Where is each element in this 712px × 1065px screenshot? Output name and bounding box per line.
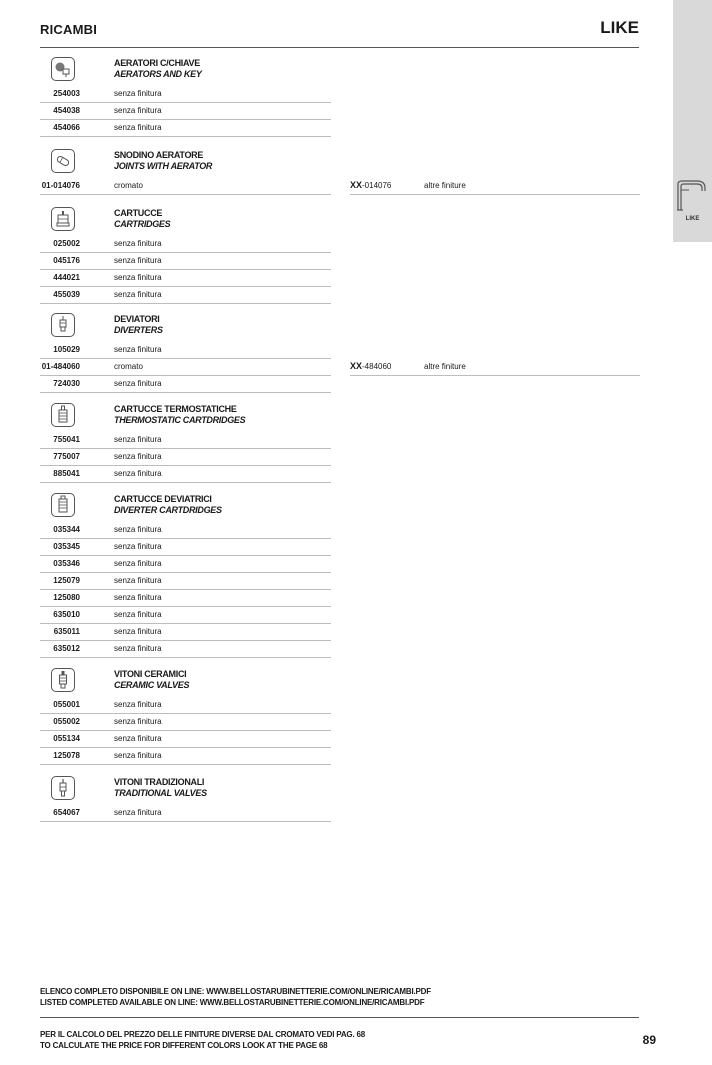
- part-row: [0, 270, 712, 287]
- part-finish: senza finitura: [114, 734, 162, 743]
- part-finish: senza finitura: [114, 542, 162, 551]
- part-finish: senza finitura: [114, 379, 162, 388]
- section-title-en: TRADITIONAL VALVES: [114, 788, 207, 798]
- thermostatic-cartridge-icon: [51, 403, 75, 427]
- section-title-en: CARTRIDGES: [114, 219, 171, 229]
- row-divider: [40, 392, 331, 393]
- part-code: 125078: [53, 751, 80, 760]
- part-finish: senza finitura: [114, 469, 162, 478]
- row-divider: [40, 303, 331, 304]
- part-code: 035346: [53, 559, 80, 568]
- ceramic-valve-icon: [51, 668, 75, 692]
- part-finish: senza finitura: [114, 717, 162, 726]
- row-divider: [40, 764, 331, 765]
- part-row: [0, 287, 712, 304]
- aerator-key-icon: [51, 57, 75, 81]
- part-finish: cromato: [114, 362, 143, 371]
- section-title-en: AERATORS AND KEY: [114, 69, 202, 79]
- part-row: [0, 178, 712, 195]
- part-finish: senza finitura: [114, 751, 162, 760]
- header-divider: [40, 47, 639, 48]
- part-finish: senza finitura: [114, 345, 162, 354]
- part-row: [0, 590, 712, 607]
- section-title-it: CARTUCCE: [114, 208, 163, 218]
- part-code: 724030: [53, 379, 80, 388]
- section-title-it: CARTUCCE DEVIATRICI: [114, 494, 212, 504]
- part-finish: senza finitura: [114, 273, 162, 282]
- side-tab-label: LIKE: [685, 216, 700, 222]
- page-title: RICAMBI: [40, 22, 98, 37]
- part-finish: senza finitura: [114, 435, 162, 444]
- alt-code-number: -014076: [362, 181, 392, 190]
- part-row: [0, 432, 712, 449]
- part-code: 01-484060: [41, 362, 80, 371]
- footer-divider: [40, 1017, 639, 1018]
- price-note-it: PER IL CALCOLO DEL PREZZO DELLE FINITURE DIVERSE DAL CROMATO VEDI PAG. 68: [40, 1030, 365, 1039]
- part-finish: senza finitura: [114, 644, 162, 653]
- part-finish: senza finitura: [114, 593, 162, 602]
- part-finish: senza finitura: [114, 106, 162, 115]
- part-row: [0, 103, 712, 120]
- part-row: [0, 573, 712, 590]
- section-title-it: VITONI CERAMICI: [114, 669, 187, 679]
- part-finish: senza finitura: [114, 808, 162, 817]
- part-row: [0, 731, 712, 748]
- section-title-en: DIVERTERS: [114, 325, 163, 335]
- online-list-note: [40, 986, 431, 1008]
- part-finish: senza finitura: [114, 576, 162, 585]
- part-row: [0, 748, 712, 765]
- row-divider: [40, 136, 331, 137]
- part-code: 105029: [53, 345, 80, 354]
- section-title-it: AERATORI C/CHIAVE: [114, 58, 200, 68]
- alt-code-prefix: XX: [350, 180, 363, 190]
- part-code: 055134: [53, 734, 80, 743]
- part-code: 455039: [53, 290, 80, 299]
- online-list-note-en: LISTED COMPLETED AVAILABLE ON LINE: WWW.BELLOSTARUBINETTERIE.COM/ONLINE/RICAMBI.PDF: [40, 998, 425, 1007]
- section-title-en: CERAMIC VALVES: [114, 680, 190, 690]
- part-code: 454066: [53, 123, 80, 132]
- part-row: [0, 539, 712, 556]
- part-code: 885041: [53, 469, 80, 478]
- part-row: [0, 522, 712, 539]
- part-finish: senza finitura: [114, 290, 162, 299]
- part-code: 755041: [53, 435, 80, 444]
- part-row: [0, 359, 712, 376]
- section-title-it: VITONI TRADIZIONALI: [114, 777, 205, 787]
- part-code: 055002: [53, 717, 80, 726]
- part-code: 454038: [53, 106, 80, 115]
- part-code: 035345: [53, 542, 80, 551]
- part-code: 654067: [53, 808, 80, 817]
- part-code: 635011: [53, 627, 80, 636]
- part-row: [0, 236, 712, 253]
- part-finish: senza finitura: [114, 239, 162, 248]
- section-title-it: CARTUCCE TERMOSTATICHE: [114, 404, 237, 414]
- part-code: 125080: [53, 593, 80, 602]
- section-title-it: DEVIATORI: [114, 314, 160, 324]
- part-code: 025002: [53, 239, 80, 248]
- part-code: 01-014076: [41, 181, 80, 190]
- part-row: [0, 697, 712, 714]
- part-code: 045176: [53, 256, 80, 265]
- part-row: [0, 624, 712, 641]
- part-code: 035344: [53, 525, 80, 534]
- section-title-en: THERMOSTATIC CARTDRIDGES: [114, 415, 246, 425]
- section-title-en: DIVERTER CARTDRIDGES: [114, 505, 222, 515]
- part-row: [0, 466, 712, 483]
- part-row: [0, 556, 712, 573]
- part-row: [0, 449, 712, 466]
- row-divider: [40, 821, 331, 822]
- part-code: 635012: [53, 644, 80, 653]
- part-row: [0, 120, 712, 137]
- alt-part-finish: altre finiture: [424, 362, 466, 371]
- part-finish: senza finitura: [114, 256, 162, 265]
- alt-code-number: -484060: [362, 362, 392, 371]
- part-finish: senza finitura: [114, 89, 162, 98]
- part-code: 444021: [53, 273, 80, 282]
- cartridge-icon: [51, 207, 75, 231]
- alt-part-code: [350, 180, 391, 190]
- part-code: 055001: [53, 700, 80, 709]
- part-finish: senza finitura: [114, 700, 162, 709]
- part-row: [0, 376, 712, 393]
- part-finish: senza finitura: [114, 525, 162, 534]
- price-note: [40, 1029, 365, 1051]
- part-finish: senza finitura: [114, 627, 162, 636]
- row-divider: [40, 482, 331, 483]
- part-row: [0, 607, 712, 624]
- part-code: 775007: [53, 452, 80, 461]
- row-divider: [40, 194, 331, 195]
- price-note-en: TO CALCULATE THE PRICE FOR DIFFERENT COLORS LOOK AT THE PAGE 68: [40, 1041, 328, 1050]
- row-divider: [40, 657, 331, 658]
- part-finish: senza finitura: [114, 559, 162, 568]
- part-code: 254003: [53, 89, 80, 98]
- diverter-cartridge-icon: [51, 493, 75, 517]
- row-divider-right: [350, 194, 640, 195]
- part-finish: cromato: [114, 181, 143, 190]
- part-row: [0, 253, 712, 270]
- online-list-note-it: ELENCO COMPLETO DISPONIBILE ON LINE: WWW.BELLOSTARUBINETTERIE.COM/ONLINE/RICAMBI.PDF: [40, 987, 431, 996]
- part-finish: senza finitura: [114, 610, 162, 619]
- part-row: [0, 805, 712, 822]
- alt-part-finish: altre finiture: [424, 181, 466, 190]
- traditional-valve-icon: [51, 776, 75, 800]
- part-finish: senza finitura: [114, 123, 162, 132]
- alt-part-code: [350, 361, 391, 371]
- alt-code-prefix: XX: [350, 361, 363, 371]
- collection-name: LIKE: [600, 18, 639, 37]
- part-finish: senza finitura: [114, 452, 162, 461]
- page-number: 89: [642, 1033, 656, 1047]
- part-row: [0, 641, 712, 658]
- part-code: 125079: [53, 576, 80, 585]
- aerator-joint-icon: [51, 149, 75, 173]
- section-title-it: SNODINO AERATORE: [114, 150, 204, 160]
- part-row: [0, 714, 712, 731]
- part-row: [0, 342, 712, 359]
- diverter-icon: [51, 313, 75, 337]
- part-row: [0, 86, 712, 103]
- section-title-en: JOINTS WITH AERATOR: [114, 161, 213, 171]
- part-code: 635010: [53, 610, 80, 619]
